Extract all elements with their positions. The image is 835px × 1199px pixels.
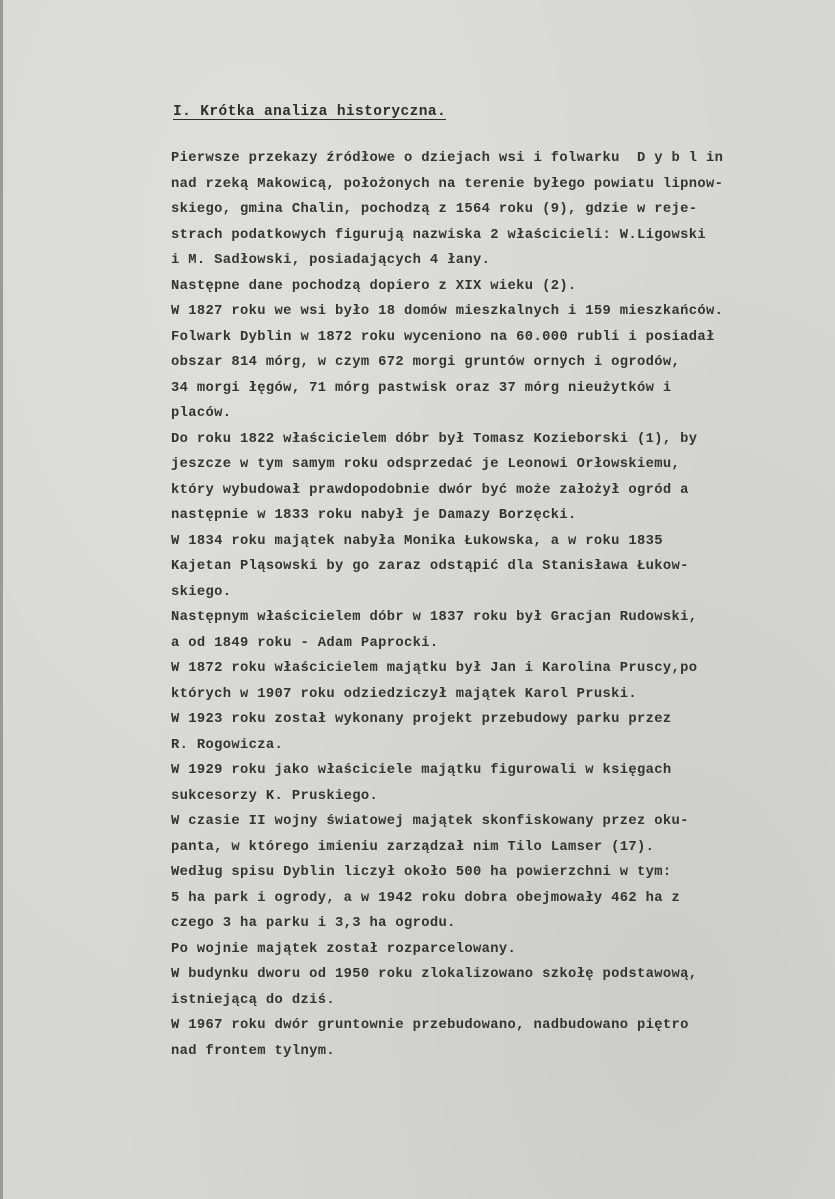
text-line: Do roku 1822 właścicielem dóbr był Tomasz Kozieborski (1), by [171,431,698,447]
text-line: a od 1849 roku - Adam Paprocki. [171,635,439,651]
body-text [171,146,831,1064]
text-line: W budynku dworu od 1950 roku zlokalizowano szkołę podstawową, [171,967,698,982]
text-line: istniejącą do dziś. [171,992,335,1008]
text-line: Według spisu Dyblin liczył około 500 ha powierzchni w tym: [171,865,672,880]
text-line: Folwark Dyblin w 1872 roku wyceniono na 60.000 rubli i posiadał [171,329,715,345]
text-line: W 1929 roku jako właściciele majątku figurowali w księgach [171,763,672,778]
text-line: R. Rogowicza. [171,737,284,753]
text-line: nad frontem tylnym. [171,1043,335,1059]
text-line: 5 ha park i ogrody, a w 1942 roku dobra obejmowały 462 ha z [171,890,681,906]
text-line: skiego, gmina Chalin, pochodzą z 1564 roku (9), gdzie w reje- [171,202,698,217]
text-line: czego 3 ha parku i 3,3 ha ogrodu. [171,916,456,931]
text-line: Pierwsze przekazy źródłowe o dziejach wsi i folwarku D y b l in [171,151,724,166]
text-line: W 1923 roku został wykonany projekt przebudowy parku przez [171,712,672,727]
text-line: Po wojnie majątek został rozparcelowany. [171,941,517,957]
text-line: obszar 814 mórg, w czym 672 morgi gruntów ornych i ogrodów, [171,355,681,370]
text-line: W czasie II wojny światowej majątek skonfiskowany przez oku- [171,814,689,829]
text-line: 34 morgi łęgów, 71 mórg pastwisk oraz 37 mórg nieużytków i [171,380,672,396]
text-line: który wybudował prawdopodobnie dwór być może założył ogród a [171,482,689,498]
text-line: panta, w którego imieniu zarządzał nim Tilo Lamser (17). [171,839,655,855]
text-line: Następnym właścicielem dóbr w 1837 roku był Gracjan Rudowski, [171,610,698,625]
text-line: następnie w 1833 roku nabył je Damazy Borzęcki. [171,508,577,523]
text-line: Następne dane pochodzą dopiero z XIX wieku (2). [171,278,577,294]
text-line: Kajetan Pląsowski by go zaraz odstąpić dla Stanisława Łukow- [171,559,689,574]
text-line: skiego. [171,584,232,600]
text-line: strach podatkowych figurują nazwiska 2 właścicieli: W.Ligowski [171,227,707,243]
text-line: jeszcze w tym samym roku odsprzedać je Leonowi Orłowskiemu, [171,457,681,472]
text-line: W 1967 roku dwór gruntownie przebudowano, nadbudowano piętro [171,1018,689,1033]
text-line: i M. Sadłowski, posiadających 4 łany. [171,253,491,268]
text-line: sukcesorzy K. Pruskiego. [171,788,379,804]
section-heading: I. Krótka analiza historyczna. [173,104,447,120]
text-line: W 1834 roku majątek nabyła Monika Łukowska, a w roku 1835 [171,533,663,549]
text-line: W 1872 roku właścicielem majątku był Jan i Karolina Pruscy,po [171,661,698,676]
text-line: których w 1907 roku odziedziczył majątek Karol Pruski. [171,686,637,702]
text-line: placów. [171,406,232,421]
text-line: nad rzeką Makowicą, położonych na terenie byłego powiatu lipnow- [171,176,724,192]
text-line: W 1827 roku we wsi było 18 domów mieszkalnych i 159 mieszkańców. [171,304,724,319]
page-edge [0,0,3,1199]
